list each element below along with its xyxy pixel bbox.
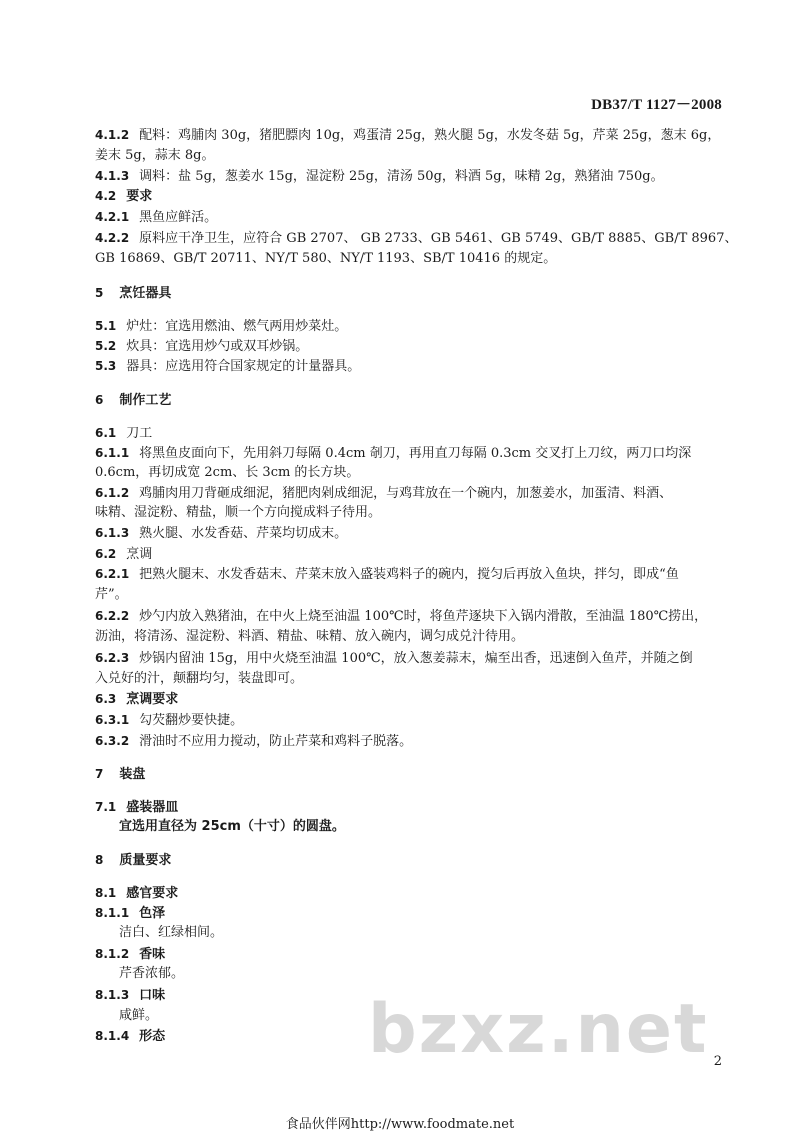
clause-6 bbox=[95, 390, 171, 411]
clause-text: 姜末 5g，蒜末 8g。 bbox=[95, 148, 215, 163]
clause-number: 6.3.1 bbox=[95, 713, 130, 727]
clause-6-2-2 bbox=[95, 606, 707, 627]
clause-5-1 bbox=[95, 316, 347, 337]
clause-text: 芹”。 bbox=[95, 587, 128, 602]
clause-text: 要求 bbox=[126, 189, 153, 204]
clause-6-1-2 bbox=[95, 483, 672, 504]
clause-4-2-1 bbox=[95, 207, 217, 228]
clause-5-2 bbox=[95, 336, 308, 357]
clause-6-1 bbox=[95, 423, 152, 444]
clause-text: 器具：应选用符合国家规定的计量器具。 bbox=[126, 359, 361, 374]
clause-continuation bbox=[95, 503, 381, 523]
clause-text: 刀工 bbox=[126, 426, 153, 441]
clause-number: 6.2.1 bbox=[95, 567, 130, 581]
clause-number: 6.2.3 bbox=[95, 651, 130, 665]
clause-number: 6.3.2 bbox=[95, 734, 130, 748]
clause-number: 6.2.2 bbox=[95, 609, 130, 623]
clause-6-3-2 bbox=[95, 731, 412, 752]
clause-number: 6.1.2 bbox=[95, 486, 130, 500]
clause-text: 感官要求 bbox=[126, 886, 179, 901]
clause-number: 8.1.1 bbox=[95, 906, 130, 920]
clause-6-2-3 bbox=[95, 648, 693, 669]
clause-text: 把熟火腿末、水发香菇末、芹菜末放入盛装鸡料子的碗内，搅匀后再放入鱼块，拌匀，即成“鱼 bbox=[139, 567, 679, 582]
clause-number: 6.1 bbox=[95, 426, 117, 440]
clause-text: 色泽 bbox=[139, 906, 166, 921]
clause-text: 质量要求 bbox=[119, 853, 172, 868]
clause-5-3 bbox=[95, 356, 360, 377]
clause-number: 7 bbox=[95, 767, 104, 781]
clause-text: 沥油，将清汤、湿淀粉、料酒、精盐、味精、放入碗内，调匀成兑汁待用。 bbox=[95, 629, 525, 644]
clause-continuation bbox=[119, 964, 184, 984]
clause-text: 烹调要求 bbox=[126, 692, 179, 707]
clause-continuation bbox=[95, 669, 303, 689]
clause-8 bbox=[95, 850, 171, 871]
clause-6-1-1 bbox=[95, 443, 691, 464]
clause-4-1-3 bbox=[95, 166, 664, 187]
page-number: 2 bbox=[713, 1054, 722, 1069]
clause-6-2 bbox=[95, 544, 152, 565]
clause-6-2-1 bbox=[95, 564, 679, 585]
clause-8-1-3 bbox=[95, 985, 165, 1006]
clause-text: 装盘 bbox=[119, 767, 146, 782]
clause-text: 宜选用直径为 25cm（十寸）的圆盘。 bbox=[119, 819, 345, 834]
clause-4-2 bbox=[95, 186, 152, 207]
clause-number: 4.2 bbox=[95, 189, 117, 203]
clause-7 bbox=[95, 764, 145, 785]
clause-text: 形态 bbox=[139, 1029, 166, 1044]
clause-number: 6.3 bbox=[95, 692, 117, 706]
clause-text: 熟火腿、水发香菇、芹菜均切成末。 bbox=[139, 526, 348, 541]
clause-number: 4.2.2 bbox=[95, 231, 130, 245]
clause-text: 炉灶：宜选用燃油、燃气两用炒菜灶。 bbox=[126, 319, 348, 334]
clause-number: 6.1.1 bbox=[95, 446, 130, 460]
clause-text: 烹饪器具 bbox=[119, 286, 172, 301]
clause-text: 调料：盐 5g，葱姜水 15g，湿淀粉 25g，清汤 50g，料酒 5g，味精 2g，熟猪油 750g。 bbox=[139, 169, 664, 184]
clause-continuation bbox=[119, 923, 223, 943]
clause-continuation bbox=[95, 249, 556, 269]
clause-number: 6.2 bbox=[95, 547, 117, 561]
clause-number: 8.1.2 bbox=[95, 947, 130, 961]
clause-text: 芹香浓郁。 bbox=[119, 966, 185, 981]
clause-number: 4.2.1 bbox=[95, 210, 130, 224]
clause-text: 入兑好的汁，颠翻均匀，装盘即可。 bbox=[95, 671, 304, 686]
clause-number: 5.2 bbox=[95, 339, 117, 353]
document-id: DB37/T 1127－2008 bbox=[591, 97, 722, 113]
clause-text: 洁白、红绿相间。 bbox=[119, 925, 224, 940]
watermark: bzxz.net bbox=[368, 990, 709, 1069]
clause-5 bbox=[95, 283, 171, 304]
clause-continuation bbox=[119, 817, 345, 837]
clause-number: 5 bbox=[95, 286, 104, 300]
clause-4-1-2 bbox=[95, 125, 720, 146]
clause-text: 将黑鱼皮面向下，先用斜刀每隔 0.4cm 剞刀，再用直刀每隔 0.3cm 交叉打上刀纹，两刀口均深 bbox=[139, 446, 692, 461]
clause-text: 配料：鸡脯肉 30g，猪肥膘肉 10g，鸡蛋清 25g，熟火腿 5g，水发冬菇 5g，芹菜 25g，葱末 6g， bbox=[139, 128, 721, 143]
footer-source: 食品伙伴网http://www.foodmate.net bbox=[285, 1117, 515, 1132]
clause-number: 8.1 bbox=[95, 886, 117, 900]
clause-text: 黑鱼应鲜活。 bbox=[139, 210, 218, 225]
clause-text: 炊具：宜选用炒勺或双耳炒锅。 bbox=[126, 339, 309, 354]
clause-continuation bbox=[95, 463, 359, 483]
clause-text: 制作工艺 bbox=[119, 393, 172, 408]
clause-6-3 bbox=[95, 689, 178, 710]
clause-number: 5.3 bbox=[95, 359, 117, 373]
clause-number: 4.1.2 bbox=[95, 128, 130, 142]
clause-text: 炒勺内放入熟猪油，在中火上烧至油温 100℃时，将鱼芹逐块下入锅内滑散，至油温 180℃捞出， bbox=[139, 609, 708, 624]
clause-number: 4.1.3 bbox=[95, 169, 130, 183]
clause-text: 勾芡翻炒要快捷。 bbox=[139, 713, 244, 728]
clause-text: 滑油时不应用力搅动，防止芹菜和鸡料子脱落。 bbox=[139, 734, 413, 749]
clause-text: 味精、湿淀粉、精盐，顺一个方向搅成料子待用。 bbox=[95, 505, 382, 520]
clause-number: 8.1.4 bbox=[95, 1029, 130, 1043]
clause-continuation bbox=[95, 585, 128, 605]
clause-text: 炒锅内留油 15g，用中火烧至油温 100℃，放入葱姜蒜末，煸至出香，迅速倒入鱼芹，并随之倒 bbox=[139, 651, 693, 666]
clause-number: 8.1.3 bbox=[95, 988, 130, 1002]
clause-number: 6 bbox=[95, 393, 104, 407]
clause-8-1-4 bbox=[95, 1026, 165, 1047]
clause-continuation bbox=[95, 627, 524, 647]
clause-text: 烹调 bbox=[126, 547, 153, 562]
clause-number: 8 bbox=[95, 853, 104, 867]
clause-number: 5.1 bbox=[95, 319, 117, 333]
clause-8-1-1 bbox=[95, 903, 165, 924]
clause-text: GB 16869、GB/T 20711、NY/T 580、NY/T 1193、SB/T 10416 的规定。 bbox=[95, 251, 557, 266]
clause-continuation bbox=[95, 146, 214, 166]
clause-text: 咸鲜。 bbox=[119, 1008, 159, 1023]
clause-text: 0.6cm，再切成宽 2cm、长 3cm 的长方块。 bbox=[95, 465, 360, 480]
clause-continuation bbox=[119, 1006, 158, 1026]
clause-text: 原料应干净卫生，应符合 GB 2707、 GB 2733、GB 5461、GB 5749、GB/T 8885、GB/T 8967、 bbox=[139, 231, 738, 246]
clause-6-1-3 bbox=[95, 523, 347, 544]
clause-text: 口味 bbox=[139, 988, 166, 1003]
clause-7-1 bbox=[95, 797, 178, 818]
clause-4-2-2 bbox=[95, 228, 737, 249]
clause-text: 鸡脯肉用刀背砸成细泥，猪肥肉剁成细泥，与鸡茸放在一个碗内，加葱姜水，加蛋清、料酒、 bbox=[139, 486, 673, 501]
clause-text: 香味 bbox=[139, 947, 166, 962]
clause-6-3-1 bbox=[95, 710, 243, 731]
clause-8-1 bbox=[95, 883, 178, 904]
clause-text: 盛装器皿 bbox=[126, 800, 179, 815]
clause-number: 7.1 bbox=[95, 800, 117, 814]
clause-8-1-2 bbox=[95, 944, 165, 965]
clause-number: 6.1.3 bbox=[95, 526, 130, 540]
